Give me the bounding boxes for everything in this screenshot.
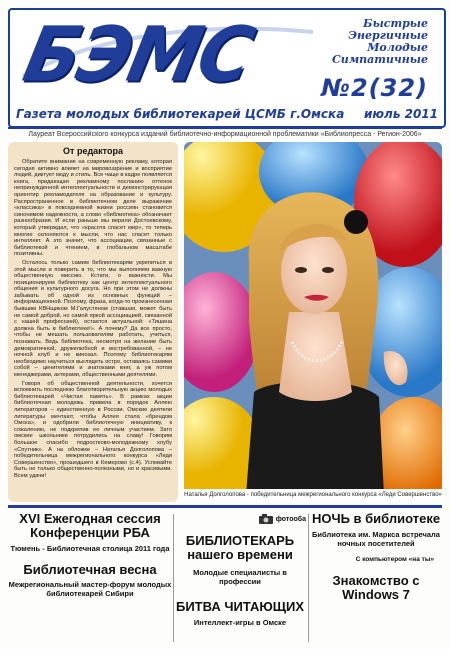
camera-icon	[258, 513, 274, 525]
librarian-sub: Молодые специалисты в профессии	[193, 568, 287, 586]
photo-caption: Наталья Долголопова - победительница межрегионального конкурса «Леди Совершенство»	[184, 489, 442, 501]
editor-paragraph: Осталось только самим библиотекарям укрепиться в этой мысли и поверить в то, что мы выполняем важную общественную миссию. Кстати, о важности. Мы позиционируем библиотеку как центр интеллектуального общения и культурного досуга. Но при этом не должны забывать об одной из основных функций – информационной. Поэтому, фраза, когда-то произнесенная бывшим КВНщиком М.Галустяном (ставшая, может быть не самой доброй, но самой яркой ассоциацией, связанной с нашей профессией), остается актуальной: «Тишина должна быть в библиотеке!». А почему? Да все просто, чтобы не мешать пользователям работать, учиться, познавать. Ведь библиотека, несмотря на желание быть демократичной, дружелюбной и востребованной, – не ночной клуб и не кинозал. Поэтому библиотекарям необходимо научиться выглядеть остро, оставаясь самими собой – ценителями и знатоками книг, а уж потом менеджерами, актерами, общественными деятелями.	[14, 259, 173, 378]
logo: БЭМС	[16, 9, 260, 99]
hair-flower	[344, 210, 368, 234]
spring-title: Библиотечная весна	[23, 562, 157, 577]
night-title: НОЧЬ в библиотеке	[311, 511, 441, 526]
photo-label-row	[174, 512, 306, 526]
issue-number: №2(32)	[321, 74, 428, 102]
slogan-line: Энергичные	[348, 29, 428, 42]
pc-note: С компьютером «на ты»	[355, 556, 434, 563]
cover-photo-image	[184, 142, 442, 495]
divider	[308, 514, 309, 642]
battle-title: БИТВА ЧИТАЮЩИХ	[175, 599, 305, 614]
spring-sub: Межрегиональный мастер-форум молодых библиотекарей Сибири	[8, 580, 172, 598]
masthead	[8, 8, 446, 128]
battle-sub: Интеллект-игры в Омске	[193, 618, 287, 627]
teaser-middle	[174, 512, 306, 627]
windows-title: Знакомство с Windows 7	[332, 573, 420, 602]
slogan-line: Молодые	[367, 41, 428, 54]
slogan	[308, 18, 428, 66]
editor-paragraph: Говоря об общественной деятельности, хочется вспомнить последнюю благотворительную акцию молодых библиотекарей «Чистая память». В рамках акции библиотечная молодежь привела в порядок Аллею литераторов – единственную в России. Омские деятели литературы мечтают, чтобы Аллея стала «брендом Омска», и одобрили библиотечную инициативу, к сожалению, не подкрепив ее личным участием. Зато омские школьники потрудились на славу! Говорим большое спасибо подростково-молодежному клубу «Спутник». А на обложке – Наталья Долголопова – победительница межрегионального конкурса «Леди Совершенство», прошедшего в Кемерово (с.4). Успевайте быть не только общественно-полезными, но и красивыми. Всем удачи!	[14, 380, 172, 479]
skin	[279, 312, 352, 401]
divider	[8, 505, 442, 508]
cover-photo	[184, 142, 442, 495]
laureate-line: Лауреат Всероссийского конкурса изданий библиотечно-информационной проблематики «Библиопресса - Регион-2006»	[28, 131, 422, 138]
teaser-left	[8, 512, 172, 598]
session-sub: Тюмень - Библиотечная столица 2011 года	[10, 544, 170, 553]
slogan-line: Быстрые	[363, 17, 428, 30]
editor-heading: От редактора	[63, 146, 123, 156]
editor-column	[8, 142, 178, 502]
masthead-subline	[16, 104, 438, 124]
night-sub: Библиотека им. Маркса встречала ночных посетителей	[312, 530, 440, 548]
issue-date: июль 2011	[363, 107, 438, 121]
librarian-title: БИБЛИОТЕКАРЬ нашего времени	[185, 533, 295, 562]
session-title: XVI Ежегодная сессия Конференции РБА	[19, 511, 161, 540]
divider	[8, 127, 442, 129]
teaser-right	[310, 512, 442, 602]
slogan-line: Симпатичные	[331, 53, 428, 66]
newspaper-name: Газета молодых библиотекарей ЦСМБ г.Омска	[16, 107, 345, 121]
editor-paragraph: Обратите внимание на современную рекламу, которая сегодня активно влияет на мировоззрение и восприятие людей, диктует моду и стиль. Все чаще в кадре появляется книга, придающая рекламному посланию оттенок непринужденной интеллектуальности и демонстрирующая ориентир рекламодателя на образование и культуру. Распространенное в библиотечном деле выражение «классика» в повседневной жизни россиян становится синонимом надежности, а слово «библиотека» обозначает разнообразия. И если раньше мы верили Достоевскому, который утверждал, что «красота спасет мир», то теперь многие склоняются к мысли, что нас спасет только интеллект. А это значит, что ассоциации, связанные с библиотекой и чтением, в глобальном масштабе позитивны.	[14, 159, 172, 258]
photo-label: фотооба	[275, 515, 306, 523]
